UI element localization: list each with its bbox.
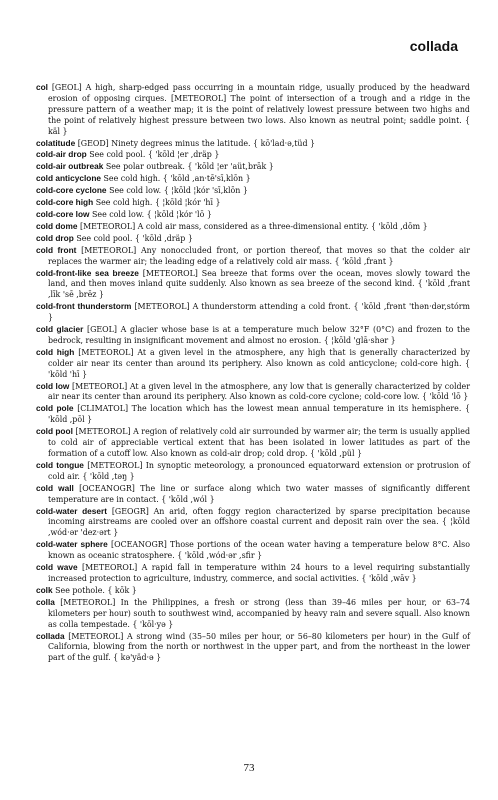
dictionary-entry [36, 209, 470, 221]
entry-definition: [METEOROL] In the Philippines, a fresh or strong (less than 39–46 miles per hour, or 63–74 kilometers per hour) south to southwest wind, accompanied by heavy rain and severe squall. Also known as colla tempestade. { 'kōl·yə } [48, 597, 470, 629]
entry-headword: cold wall [36, 482, 74, 493]
entry-definition: [METEOROL] At a given level in the atmosphere, any high that is generally characterized by colder air near its center than around its periphery. Also known as cold anticyclone; cold-core high. { 'kōld 'hī } [48, 347, 471, 379]
dictionary-entries [36, 82, 470, 664]
dictionary-entry [36, 381, 470, 404]
entry-headword: cold-core low [36, 208, 90, 219]
dictionary-entry [36, 347, 470, 381]
entry-headword: cold low [36, 380, 70, 391]
entry-headword: col [36, 82, 48, 92]
entry-definition: See cold high. { 'kōld ,an·tē'sī,klōn } [103, 174, 251, 184]
entry-headword: cold pool [36, 426, 73, 437]
entry-definition: [GEOD] Ninety degrees minus the latitude. { kō'lad·ə,tüd } [77, 138, 316, 148]
dictionary-entry [36, 403, 470, 426]
entry-definition: See cold pool. { 'kōld ,dräp } [76, 233, 193, 243]
dictionary-entry [36, 268, 470, 302]
entry-definition: See cold high. { ¦kōld ¦kór 'hī } [95, 198, 221, 208]
entry-headword: cold-core cyclone [36, 185, 107, 196]
entry-headword: colla [36, 596, 55, 607]
entry-headword: cold tongue [36, 459, 84, 470]
entry-definition: [GEOL] A glacier whose base is at a temperature much below 32°F (0°C) and frozen to the bedrock, resulting in insignificant movement and almost no erosion. { ¦kōld 'glā·shər } [48, 325, 470, 345]
entry-definition: [OCEANOGR] Those portions of the ocean water having a temperature below 8°C. Also known as oceanic stratosphere. { 'kōld ,wód·ər ,sfir } [48, 540, 470, 561]
dictionary-entry [36, 597, 470, 631]
dictionary-entry [36, 161, 470, 173]
entry-definition: [METEOROL] Sea breeze that forms over the ocean, moves slowly toward the land, and then moves inland quite suddenly. Also known as sea breeze of the second kind. { 'kōld ,frant ,līk 'sē ,brēz } [48, 268, 470, 300]
dictionary-entry [36, 301, 470, 324]
dictionary-entry [36, 506, 470, 540]
entry-definition: See cold low. { ¦kōld ¦kór 'lō } [92, 209, 212, 219]
dictionary-entry [36, 245, 470, 268]
entry-definition: [OCEANOGR] The line or surface along which two water masses of significantly different temperature are in contact. { 'kōld ,wól } [48, 483, 470, 504]
dictionary-entry [36, 221, 470, 233]
entry-headword: cold glacier [36, 324, 84, 335]
entry-headword: cold-air outbreak [36, 161, 104, 172]
entry-definition: [METEOROL] A strong wind (35–50 miles per hour, or 56–80 kilometers per hour) in the Gulf of California, blowing from the north or northwest in the upper part, and from the northeast in the lower part of the gulf. { kə'yäd·ə } [48, 631, 470, 663]
entry-headword: cold wave [36, 562, 78, 573]
entry-definition: [GEOL] A high, sharp-edged pass occurring in a mountain ridge, usually produced by the headward erosion of opposing cirques. [METEOROL] The point of intersection of a trough and a ridge in the pressure pattern of a weather map; it is the point of relatively lowest pressure between two highs and the point of relatively highest pressure between two lows. Also known as neutral point; saddle point. { käl } [48, 83, 470, 136]
entry-headword: colk [36, 584, 53, 595]
entry-definition: See polar outbreak. { 'kōld ¦er 'aüt,brāk } [105, 162, 274, 172]
dictionary-entry [36, 324, 470, 347]
entry-headword: cold front [36, 244, 77, 255]
dictionary-entry [36, 460, 470, 483]
dictionary-entry [36, 185, 470, 197]
dictionary-entry [36, 585, 470, 597]
entry-definition: See cold pool. { 'kōld ¦er ,dräp } [89, 150, 220, 160]
entry-headword: cold anticyclone [36, 173, 102, 184]
dictionary-entry [36, 197, 470, 209]
entry-definition: [METEOROL] Any nonoccluded front, or portion thereof, that moves so that the colder air replaces the warmer air; the leading edge of a relatively cold air mass. { 'kōld ,frant } [48, 245, 470, 266]
dictionary-entry [36, 233, 470, 245]
entry-definition: [METEOROL] In synoptic meteorology, a pronounced equatorward extension or protrusion of cold air. { 'kōld ,təŋ } [48, 460, 470, 481]
entry-definition: See pothole. { kōk } [55, 585, 137, 595]
entry-headword: cold dome [36, 220, 78, 231]
entry-definition: [METEOROL] A thunderstorm attending a cold front. { 'kōld ,frənt 'thən·dər,stórm } [48, 302, 470, 323]
dictionary-entry [36, 483, 470, 506]
entry-headword: cold-water desert [36, 505, 108, 516]
guide-word: collada [409, 38, 458, 54]
dictionary-entry [36, 562, 470, 585]
entry-definition: [METEOROL] A region of relatively cold air surrounded by warmer air; the term is usually applied to cold air of appreciable vertical extent that has been isolated in lower latitudes as part of the formation of a cutoff low. Also known as cold-air drop; cold drop. { 'kōld ,pül } [48, 427, 471, 458]
entry-headword: cold pole [36, 403, 74, 414]
dictionary-entry [36, 138, 470, 150]
entry-headword: cold-water sphere [36, 539, 108, 550]
page-number: 73 [243, 762, 255, 774]
entry-headword: cold high [36, 346, 75, 357]
entry-headword: colatitude [36, 137, 76, 148]
entry-definition: [METEOROL] At a given level in the atmosphere, any low that is generally characterized by colder air near its center than around its periphery. Also known as cold-core cyclone; cold-core low. { 'kōld 'lō } [48, 381, 470, 402]
entry-definition: [CLIMATOL] The location which has the lowest mean annual temperature in its hemisphere. { 'kōld ,pōl } [48, 404, 470, 425]
entry-headword: cold-front thunderstorm [36, 301, 132, 312]
dictionary-entry [36, 82, 470, 138]
dictionary-entry [36, 173, 470, 185]
entry-headword: collada [36, 630, 65, 641]
dictionary-entry [36, 149, 470, 161]
entry-headword: cold-air drop [36, 149, 87, 160]
entry-headword: cold-front-like sea breeze [36, 267, 139, 278]
entry-definition: See cold low. { ¦kōld ¦kór 'sī,klōn } [109, 186, 248, 196]
entry-headword: cold drop [36, 232, 74, 243]
entry-definition: [METEOROL] A cold air mass, considered as a three-dimensional entity. { 'kōld ,dōm } [80, 221, 428, 231]
entry-definition: [GEOGR] An arid, often foggy region characterized by sparse precipitation because incoming airstreams are cooled over an offshore coastal current and deposit rain over the sea. { ¦kōld ,wód·ər 'dez·ərt } [48, 506, 470, 538]
dictionary-entry [36, 631, 470, 665]
entry-headword: cold-core high [36, 197, 94, 208]
dictionary-entry [36, 539, 470, 562]
dictionary-entry [36, 426, 470, 460]
entry-definition: [METEOROL] A rapid fall in temperature within 24 hours to a level requiring substantially increased protection to agriculture, industry, commerce, and social activities. { 'kōld ,wāv } [48, 563, 470, 583]
